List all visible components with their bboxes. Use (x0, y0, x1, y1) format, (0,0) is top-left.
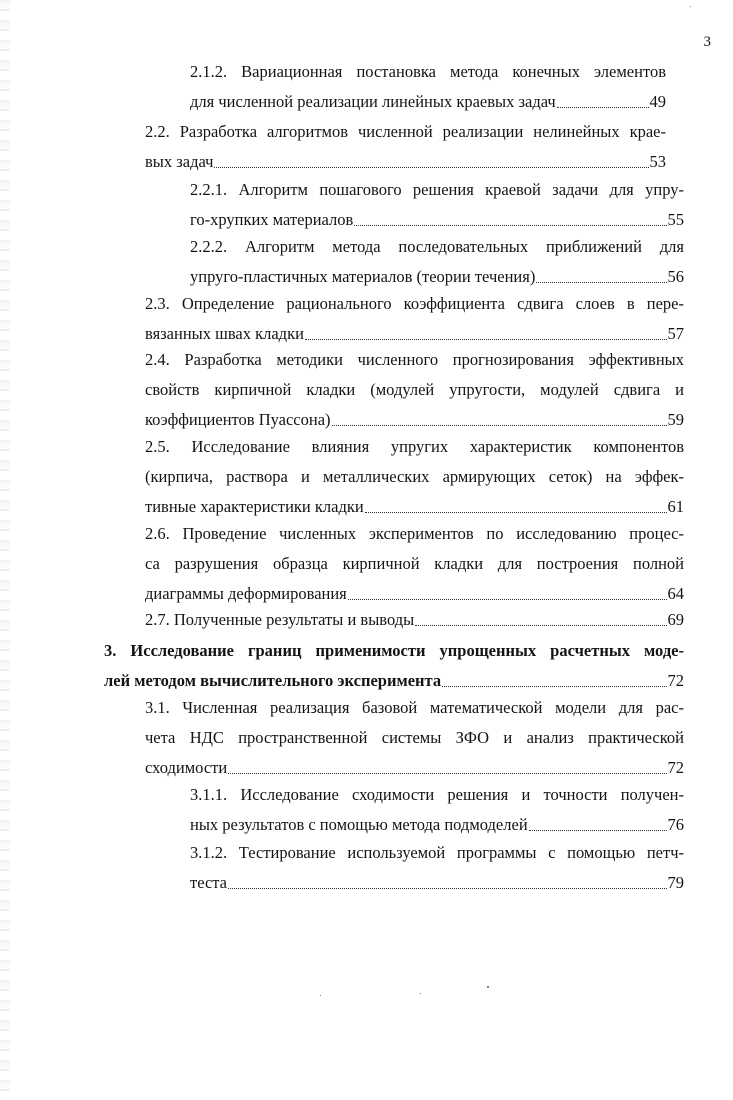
toc-page-number: 53 (649, 152, 666, 171)
toc-entry-2-2-2[interactable] (190, 232, 684, 292)
toc-entry-2-3[interactable] (145, 289, 684, 349)
dot-leader (529, 830, 667, 831)
toc-last-line (190, 262, 684, 292)
toc-page-number: 56 (667, 267, 684, 286)
toc-entry-2-6[interactable] (145, 519, 684, 609)
toc-page-number: 55 (667, 210, 684, 229)
toc-line: 2.2. Разработка алгоритмов численной реализации нелинейных крае- (145, 122, 666, 141)
toc-page-number: 61 (667, 497, 684, 516)
toc-page-number: 64 (667, 584, 684, 603)
toc-entry-2-4[interactable] (145, 345, 684, 435)
dot-leader (557, 107, 649, 108)
toc-text: упруго-пластичных материалов (теории течения) (190, 267, 536, 286)
toc-last-line (190, 87, 666, 117)
toc-entry-2-2[interactable] (145, 117, 666, 177)
toc-page-number: 79 (667, 873, 684, 892)
toc-text: ных результатов с помощью метода подмоделей (190, 815, 528, 834)
toc-text: тивные характеристики кладки (145, 497, 364, 516)
toc-line: 3.1.2. Тестирование используемой программы с помощью петч- (190, 843, 684, 862)
dot-leader (442, 686, 666, 687)
toc-entry-2-2-1[interactable] (190, 175, 684, 235)
toc-entry-3-1[interactable] (145, 693, 684, 783)
toc-page-number: 76 (667, 815, 684, 834)
toc-page-number: 72 (667, 758, 684, 777)
toc-line: 3.1.1. Исследование сходимости решения и точности получен- (190, 785, 684, 804)
scan-speck (690, 6, 691, 7)
toc-page-number: 69 (667, 610, 684, 629)
toc-last-line (145, 147, 666, 177)
toc-last-line (145, 605, 684, 635)
toc-line: 3. Исследование границ применимости упрощенных расчетных моде- (104, 641, 684, 660)
toc-line: са разрушения образца кирпичной кладки для построения полной (145, 554, 684, 573)
toc-last-line (190, 868, 684, 898)
dot-leader (305, 339, 667, 340)
dot-leader (536, 282, 666, 283)
toc-text: диаграммы деформирования (145, 584, 347, 603)
toc-page-number: 59 (667, 410, 684, 429)
toc-text: сходимости (145, 758, 228, 777)
toc-page-number: 57 (667, 324, 684, 343)
toc-last-line (145, 753, 684, 783)
dot-leader (228, 888, 666, 889)
dot-leader (228, 773, 666, 774)
toc-line: 2.3. Определение рационального коэффициента сдвига слоев в пере- (145, 294, 684, 313)
toc-entry-3-1-1[interactable] (190, 780, 684, 840)
page-number: 3 (703, 34, 711, 50)
toc-entry-2-7[interactable] (145, 605, 684, 635)
toc-last-line (145, 492, 684, 522)
toc-line: 2.5. Исследование влияния упругих характеристик компонентов (145, 437, 684, 456)
toc-line: 2.1.2. Вариационная постановка метода конечных элементов (190, 62, 666, 81)
toc-text: для численной реализации линейных краевых задач (190, 92, 556, 111)
dot-leader (332, 425, 667, 426)
toc-last-line (190, 205, 684, 235)
toc-text: 2.7. Полученные результаты и выводы (145, 610, 415, 629)
toc-text: лей методом вычислительного эксперимента (104, 671, 442, 690)
toc-entry-2-1-2[interactable] (190, 57, 666, 117)
toc-last-line (104, 666, 684, 696)
toc-text: вязанных швах кладки (145, 324, 304, 343)
toc-entry-3[interactable] (104, 636, 684, 696)
toc-line: 2.6. Проведение численных экспериментов по исследованию процес- (145, 524, 684, 543)
toc-page-number: 72 (667, 671, 684, 690)
toc-line: 3.1. Численная реализация базовой математической модели для рас- (145, 698, 684, 717)
toc-line: (кирпича, раствора и металлических армирующих сеток) на эффек- (145, 467, 684, 486)
toc-entry-2-5[interactable] (145, 432, 684, 522)
dot-leader (354, 225, 666, 226)
toc-line: 2.2.1. Алгоритм пошагового решения краевой задачи для упру- (190, 180, 684, 199)
toc-entry-3-1-2[interactable] (190, 838, 684, 898)
dot-leader (415, 625, 666, 626)
toc-text: коэффициентов Пуассона) (145, 410, 331, 429)
toc-line: 2.4. Разработка методики численного прогнозирования эффективных (145, 350, 684, 369)
scan-speck (420, 993, 421, 994)
toc-line: чета НДС пространственной системы ЗФО и анализ практической (145, 728, 684, 747)
dot-leader (214, 167, 648, 168)
toc-page-number: 49 (649, 92, 666, 111)
dot-leader (365, 512, 667, 513)
scan-speck (487, 986, 489, 988)
toc-last-line (145, 405, 684, 435)
toc-line: свойств кирпичной кладки (модулей упругости, модулей сдвига и (145, 380, 684, 399)
scan-speck (320, 995, 321, 996)
toc-line: 2.2.2. Алгоритм метода последовательных приближений для (190, 237, 684, 256)
toc-last-line (190, 810, 684, 840)
toc-text: вых задач (145, 152, 214, 171)
dot-leader (348, 599, 667, 600)
toc-text: теста (190, 873, 228, 892)
toc-text: го-хрупких материалов (190, 210, 354, 229)
